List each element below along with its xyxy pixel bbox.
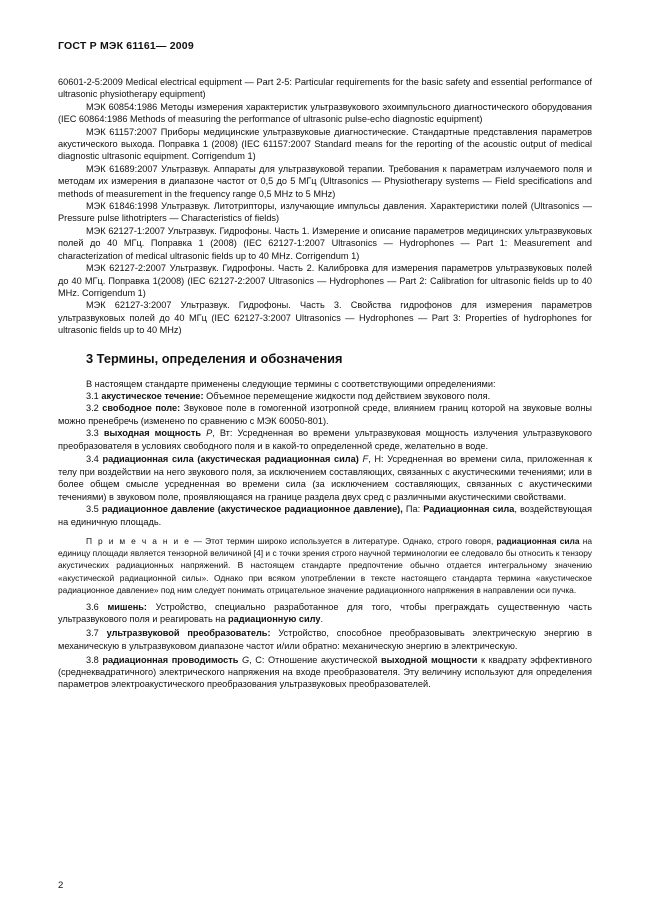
term-3-6: [58, 601, 592, 626]
term-definition: , Вт: Усредненная во времени ультразвуковая мощность излучения ультразвукового преобразователя в условиях свободного поля и в какой-то определенной среде, желательно в воде.: [58, 428, 593, 451]
reference-item: 60601-2-5:2009 Medical electrical equipment — Part 2-5: Particular requirements for the basic safety and essential performance of ultrasonic physiotherapy equipment): [58, 77, 592, 100]
reference-item: МЭК 60854:1986 Методы измерения характеристик ультразвукового эхоимпульсного диагностического оборудования (IEC 60864:1986 Methods of measuring the performance of ultrasonic pulse-echo diagnostic equipment): [58, 101, 592, 125]
term-name: мишень:: [107, 601, 147, 612]
note-term: радиационная сила: [496, 535, 580, 546]
term-number: 3.4: [86, 454, 103, 465]
reference-item: МЭК 61157:2007 Приборы медицинские ультразвуковые диагностические. Стандартные представления параметров акустического выхода. Поправка 1 (2008) (IEC 61157:2007 Standard means for the reporting of the acoustic output of medical diagnostic ultrasonic equipment. Corrigendum 1): [58, 126, 592, 162]
term-3-4: [58, 453, 592, 503]
term-definition: Звуковое поле в гомогенной изотропной среде, влиянием границ которой на звуковые волны можно пренебречь (изменено по сравнению с МЭК 60050-801).: [58, 403, 593, 426]
term-definition: к квадрату эффективного (среднеквадратичного) электрического напряжения на входе преобразователя. Эту величину используют для определения параметров электроакустического преобразования ультразвуковых преобразователей.: [58, 654, 593, 690]
reference-item: МЭК 62127-2:2007 Ультразвук. Гидрофоны. Часть 2. Калибровка для измерения параметров ультразвуковых полей до 40 МГц. Поправка 1(2008) (IEC 62127-2:2007 Ultrasonics — Hydrophones — Part 2: Calibration for ultrasonic fields up to 40 MHz. Corrigendum 1): [58, 263, 592, 298]
term-symbol: P: [201, 428, 213, 439]
term-definition: Объемное перемещение жидкости под действием звукового поля.: [203, 390, 491, 401]
term-number: 3.7: [86, 628, 107, 639]
term-number: 3.6: [86, 601, 108, 612]
term-symbol: F: [358, 454, 369, 465]
reference-item: МЭК 61846:1998 Ультразвук. Литотрипторы, излучающие импульсы давления. Характеристики полей (Ultrasonics — Pressure pulse lithotripters — Characteristics of fields): [58, 201, 592, 224]
term-name: радиационная сила (акустическая радиационная сила): [102, 454, 359, 465]
note-paragraph: [58, 535, 592, 596]
term-definition: Па:: [402, 504, 424, 515]
term-3-1: [58, 390, 592, 402]
term-name: акустическое течение:: [101, 390, 204, 401]
page-content: [58, 76, 592, 691]
term-reference: Радиационная сила: [423, 504, 515, 515]
term-3-7: [58, 627, 592, 652]
reference-item: МЭК 62127-3:2007 Ультразвук. Гидрофоны. Часть 3. Свойства гидрофонов для измерения параметров ультразвуковых полей до 40 МГц (IEC 62127-3:2007 Ultrasonics — Hydrophones — Part 3: Properties of hydrophones for ultrasonic fields up to 40 MHz): [58, 300, 592, 336]
term-name: свободное поле:: [102, 403, 181, 414]
note-label: П р и м е ч а н и е: [86, 535, 191, 546]
reference-item: МЭК 61689:2007 Ультразвук. Аппараты для ультразвуковой терапии. Требования к параметрам излучаемого поля и методам их измерения в диапазоне частот от 0,5 до 5 МГц (Ultrasonics — Physiotherapy systems — Field specifications and methods of measurement in the frequency range 0,5 MHz to 5 MHz): [58, 163, 592, 199]
term-reference: выходной мощности: [380, 654, 478, 665]
term-number: 3.1: [86, 390, 102, 401]
term-name: радиационное давление (акустическое радиационное давление),: [101, 504, 403, 515]
document-header: ГОСТ Р МЭК 61161— 2009: [58, 40, 194, 52]
term-name: ультразвуковой преобразователь:: [106, 628, 271, 639]
section-intro: В настоящем стандарте применены следующие термины с соответствующими определениями:: [86, 378, 496, 389]
term-definition: , воздействующая на единичную площадь.: [58, 504, 592, 527]
term-number: 3.3: [86, 428, 104, 439]
term-symbol: G: [238, 654, 250, 665]
term-number: 3.2: [86, 403, 103, 414]
note-text: — Этот термин широко используется в литературе. Однако, строго говоря,: [190, 535, 497, 546]
term-reference: радиационную силу: [228, 614, 321, 625]
term-3-2: [58, 402, 592, 427]
term-name: выходная мощность: [103, 428, 201, 439]
term-3-8: [58, 654, 592, 691]
term-definition: Устройство, специально разработанное для того, чтобы преграждать существенную часть ультразвукового поля и реагировать на: [58, 601, 592, 625]
term-number: 3.5: [86, 504, 102, 515]
term-definition: Устройство, способное преобразовывать электрическую энергию в механическую в ультразвуковом диапазоне частот и/или обратно: механическую энергию в электрическую.: [58, 628, 592, 651]
term-definition: , С: Отношение акустической: [249, 654, 381, 665]
term-definition: , Н: Усредненная во времени сила, приложенная к телу при воздействии на него звукового поля, за исключением составляющих, связанных с акустическими течениями; или в более общем смысле усредненная во времени сила (за исключением составляющих, связанных с акустическими течениями) в звуковом поле, проявляющаяся на границе раздела двух сред с различными акустическими свойствами.: [58, 454, 592, 502]
term-number: 3.8: [86, 654, 103, 665]
page-number: 2: [58, 880, 64, 891]
term-definition: .: [320, 614, 323, 625]
term-3-5: [58, 503, 592, 528]
term-name: радиационная проводимость: [102, 654, 239, 665]
note-text: на единицу площади является тензорной величиной [4] и с точки зрения строго научной терминологии ее следовало бы относить к тензору акустических радиационных напряжений. В настоящем стандарте предпочтение обычно отдается интегральному значению «акустической радиационной силы». Однако при всяком употреблении в тексте настоящего стандарта термина «акустическое радиационное давление» под ним следует понимать отрицательное значение радиационного напряжения в направлении оси пучка.: [58, 535, 592, 595]
section-heading: 3 Термины, определения и обозначения: [86, 350, 343, 366]
reference-item: МЭК 62127-1:2007 Ультразвук. Гидрофоны. Часть 1. Измерение и описание параметров медицинских ультразвуковых полей до 40 МГц. Поправка 1 (2008) (IEC 62127-1:2007 Ultrasonics — Hydrophones — Part 1: Measurement and characterization of medical ultrasonic fields up to 40 MHz. Corrigendum 1): [58, 225, 592, 261]
term-3-3: [58, 427, 592, 452]
